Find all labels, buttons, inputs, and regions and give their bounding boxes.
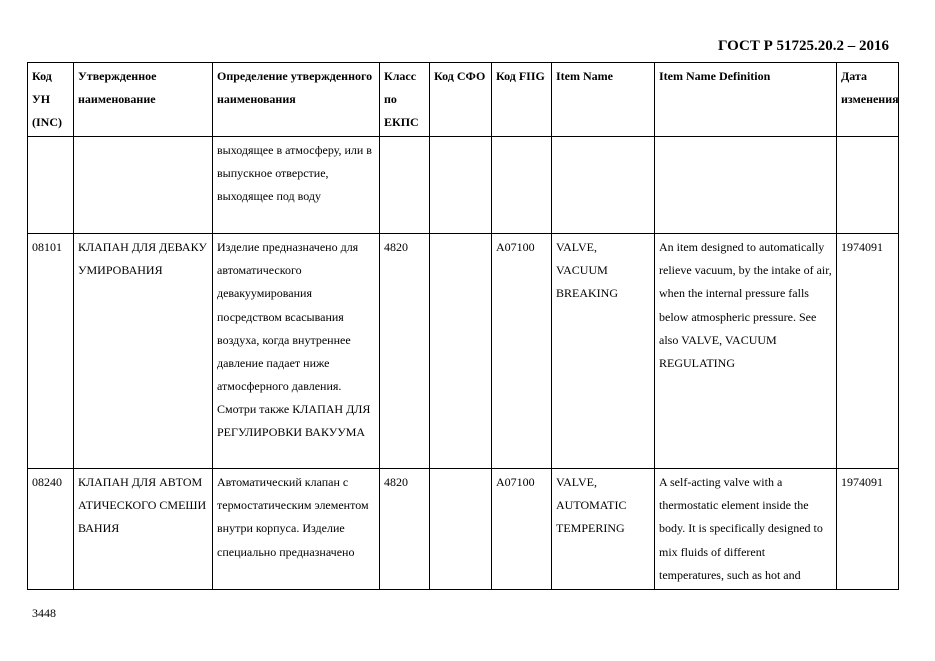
cell-fiig: [492, 137, 552, 234]
standard-code: ГОСТ Р 51725.20.2 – 2016: [717, 38, 889, 54]
cell-ekps-class: 4820: [380, 469, 430, 589]
cell-approved-name: КЛАПАН ДЛЯ ДЕВАКУУМИРОВАНИЯ: [74, 234, 213, 469]
cell-change-date: 1974091: [837, 469, 899, 589]
cell-ekps-class: 4820: [380, 234, 430, 469]
header-fiig: Код FIIG: [492, 63, 552, 137]
header-item-definition: Item Name Definition: [655, 63, 837, 137]
table-row: [28, 469, 899, 589]
cell-item-name: VALVE, VACUUM BREAKING: [552, 234, 655, 469]
header-item-name: Item Name: [552, 63, 655, 137]
table-row: [28, 234, 899, 469]
cell-definition: Изделие предназначено для автоматического девакуумирования посредством всасывания воздуха, когда внутреннее давление падает ниже атмосферного давления. Смотри также КЛАПАН ДЛЯ РЕГУЛИРОВКИ ВАКУУМА: [213, 234, 380, 469]
table-row: [28, 137, 899, 234]
cell-approved-name: КЛАПАН ДЛЯ АВТОМАТИЧЕСКОГО СМЕШИВАНИЯ: [74, 469, 213, 589]
cell-sfo: [430, 469, 492, 589]
header-sfo: Код СФО: [430, 63, 492, 137]
cell-inc: 08101: [28, 234, 74, 469]
cell-ekps-class: [380, 137, 430, 234]
header-ekps-class: Класс по ЕКПС: [380, 63, 430, 137]
header-change-date: Дата изменения: [837, 63, 899, 137]
cell-item-definition: An item designed to automatically relieve vacuum, by the intake of air, when the internal pressure falls below atmospheric pressure. See also VALVE, VACUUM REGULATING: [655, 234, 837, 469]
cell-change-date: [837, 137, 899, 234]
cell-definition: выходящее в атмосферу, или в выпускное отверстие, выходящее под воду: [213, 137, 380, 234]
header-definition: Определение утвержденного наименования: [213, 63, 380, 137]
catalog-table: [27, 62, 899, 590]
cell-inc: 08240: [28, 469, 74, 589]
cell-fiig: A07100: [492, 234, 552, 469]
cell-approved-name: [74, 137, 213, 234]
header-approved-name: Утвержденное наименование: [74, 63, 213, 137]
cell-inc: [28, 137, 74, 234]
cell-sfo: [430, 137, 492, 234]
cell-item-definition: A self-acting valve with a thermostatic element inside the body. It is specifically designed to mix fluids of different temperatures, such as hot and: [655, 469, 837, 589]
cell-item-name: [552, 137, 655, 234]
cell-sfo: [430, 234, 492, 469]
cell-change-date: 1974091: [837, 234, 899, 469]
page-number: 3448: [32, 606, 56, 620]
cell-definition: Автоматический клапан с термостатическим элементом внутри корпуса. Изделие специально предназначено: [213, 469, 380, 589]
cell-item-name: VALVE, AUTOMATIC TEMPERING: [552, 469, 655, 589]
cell-fiig: A07100: [492, 469, 552, 589]
table-header-row: [28, 63, 899, 137]
header-inc: Код УН (INC): [28, 63, 74, 137]
cell-item-definition: [655, 137, 837, 234]
